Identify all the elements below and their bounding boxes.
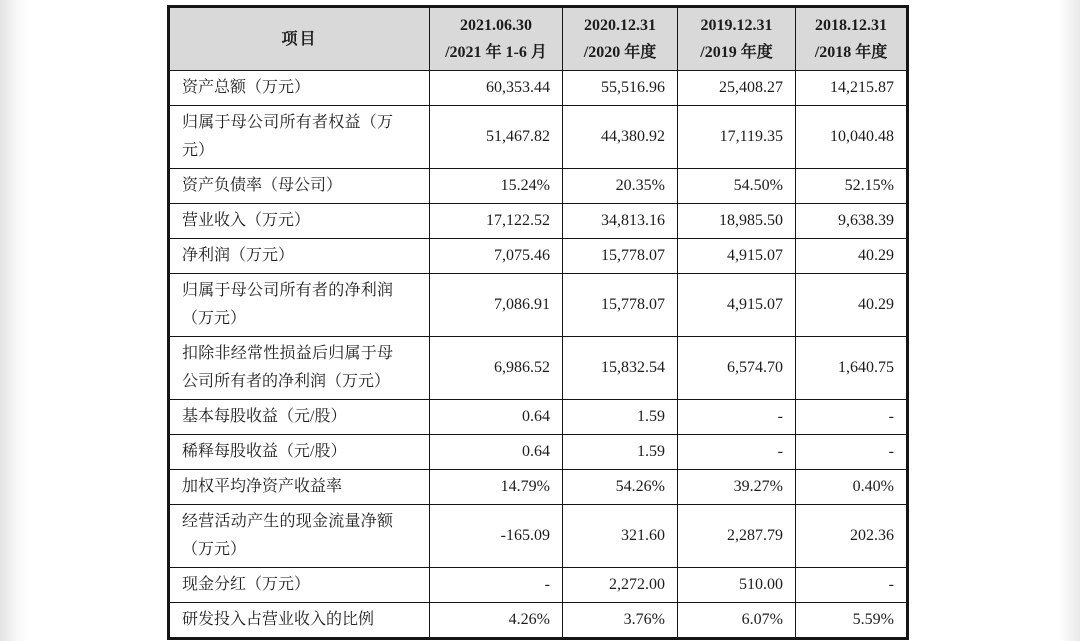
value-cell: 40.29 [796,274,908,337]
header-col-2020 [563,7,678,71]
value-cell: 2,272.00 [563,568,678,603]
row-label: 扣除非经常性损益后归属于母公司所有者的净利润（万元） [169,337,430,400]
header-date-line: 2021.06.30 [460,17,532,34]
value-cell: 0.64 [430,400,563,435]
value-cell: 202.36 [796,505,908,568]
row-label: 基本每股收益（元/股） [169,400,430,435]
row-label: 研发投入占营业收入的比例 [169,603,430,639]
header-date-line: 2020.12.31 [584,17,656,34]
value-cell: 10,040.48 [796,106,908,169]
row-label: 加权平均净资产收益率 [169,470,430,505]
value-cell: 4.26% [430,603,563,639]
value-cell: -165.09 [430,505,563,568]
value-cell: 2,287.79 [678,505,796,568]
table-row-diluted-eps [169,435,908,470]
value-cell: 17,122.52 [430,204,563,239]
value-cell: - [796,568,908,603]
header-period-line: /2018 年度 [814,44,888,61]
table-row-operating-cash-flow [169,505,908,568]
value-cell: 54.50% [678,169,796,204]
value-cell: 321.60 [563,505,678,568]
table-row-revenue [169,204,908,239]
value-cell: - [678,400,796,435]
value-cell: 15.24% [430,169,563,204]
value-cell: 510.00 [678,568,796,603]
row-label: 归属于母公司所有者的净利润（万元） [169,274,430,337]
header-col-2018 [796,7,908,71]
value-cell: 25,408.27 [678,71,796,106]
header-date-line: 2019.12.31 [700,17,773,34]
table-row-total-assets [169,71,908,106]
value-cell: 7,075.46 [430,239,563,274]
financial-summary-table [167,5,909,640]
header-date-line: 2018.12.31 [815,17,887,34]
row-label: 稀释每股收益（元/股） [169,435,430,470]
value-cell: 15,778.07 [563,274,678,337]
table-row-parent-equity [169,106,908,169]
value-cell: 14,215.87 [796,71,908,106]
header-col-2021h1 [430,7,563,71]
value-cell: 60,353.44 [430,71,563,106]
value-cell: 5.59% [796,603,908,639]
row-label: 现金分红（万元） [169,568,430,603]
value-cell: 3.76% [563,603,678,639]
value-cell: 15,832.54 [563,337,678,400]
value-cell: 4,915.07 [678,274,796,337]
header-row [169,7,908,71]
table-row-basic-eps [169,400,908,435]
row-label: 经营活动产生的现金流量净额（万元） [169,505,430,568]
table-row-cash-dividend [169,568,908,603]
value-cell: 6.07% [678,603,796,639]
page-left-shadow [0,0,30,641]
value-cell: 34,813.16 [563,204,678,239]
value-cell: 51,467.82 [430,106,563,169]
row-label: 营业收入（万元） [169,204,430,239]
value-cell: 6,986.52 [430,337,563,400]
table-row-non-recurring-net-profit [169,337,908,400]
value-cell: 55,516.96 [563,71,678,106]
value-cell: 1.59 [563,435,678,470]
value-cell: 20.35% [563,169,678,204]
row-label: 净利润（万元） [169,239,430,274]
value-cell: - [796,435,908,470]
table-row-debt-ratio [169,169,908,204]
value-cell: 6,574.70 [678,337,796,400]
table-row-weighted-roe [169,470,908,505]
value-cell: 0.64 [430,435,563,470]
value-cell: 1,640.75 [796,337,908,400]
page-right-shadow [1058,0,1080,641]
value-cell: 40.29 [796,239,908,274]
row-label: 归属于母公司所有者权益（万元） [169,106,430,169]
header-period-line: /2021 年 1-6 月 [445,44,547,61]
value-cell: 4,915.07 [678,239,796,274]
value-cell: 1.59 [563,400,678,435]
value-cell: 54.26% [563,470,678,505]
value-cell: 44,380.92 [563,106,678,169]
value-cell: 15,778.07 [563,239,678,274]
value-cell: 17,119.35 [678,106,796,169]
value-cell: 52.15% [796,169,908,204]
row-label: 资产总额（万元） [169,71,430,106]
row-label: 资产负债率（母公司） [169,169,430,204]
header-period-line: /2019 年度 [700,44,773,61]
value-cell: 39.27% [678,470,796,505]
value-cell: - [796,400,908,435]
table-row-rd-ratio [169,603,908,639]
header-item-label: 项目 [169,7,430,71]
value-cell: 9,638.39 [796,204,908,239]
value-cell: 18,985.50 [678,204,796,239]
table-row-parent-net-profit [169,274,908,337]
value-cell: 0.40% [796,470,908,505]
header-period-line: /2020 年度 [583,44,657,61]
value-cell: - [678,435,796,470]
header-col-2019 [678,7,796,71]
table-row-net-profit [169,239,908,274]
value-cell: - [430,568,563,603]
value-cell: 14.79% [430,470,563,505]
value-cell: 7,086.91 [430,274,563,337]
